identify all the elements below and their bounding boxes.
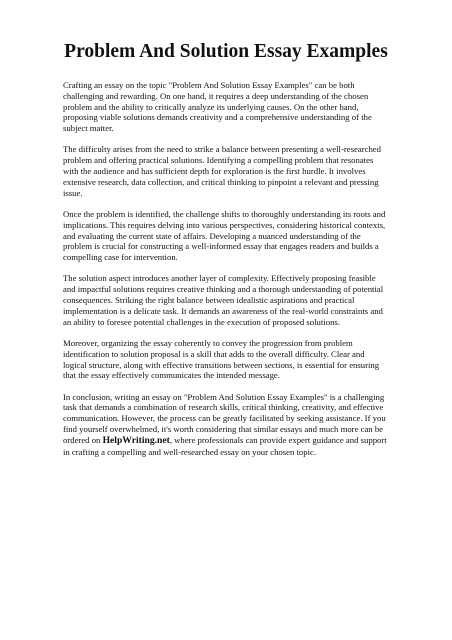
conclusion-text-end: , where professionals can provide expert guidance and support in crafting a compelling and well-researched essay on your chosen topic. bbox=[63, 434, 387, 457]
conclusion-text-start: In conclusion, writing an essay on "Problem And Solution Essay Examples" is a challenging task that demands a combination of research skills, critical thinking, creativity, and effective communication. However, the process can be greatly facilitated by seeking assistance. If you find yourself overwhelmed, it's worth considering that similar essays and much more can be ordered on bbox=[63, 391, 386, 445]
paragraph-conclusion bbox=[63, 392, 389, 458]
paragraph-intro: Crafting an essay on the topic "Problem And Solution Essay Examples" can be both challenging and rewarding. On one hand, it requires a deep understanding of the chosen problem and the ability to critically analyze its underlying causes. On the other hand, proposing viable solutions demands creativity and a comprehensive understanding of the subject matter. bbox=[63, 80, 372, 134]
document-title: Problem And Solution Essay Examples bbox=[64, 41, 388, 62]
paragraph-difficulty: The difficulty arises from the need to strike a balance between presenting a well-researched problem and offering practical solutions. Identifying a compelling problem that resonates with the audience and has sufficient depth for exploration is the first hurdle. It involves extensive research, data collection, and critical thinking to pinpoint a relevant and pressing issue. bbox=[63, 144, 382, 198]
helpwriting-link[interactable]: HelpWriting.net bbox=[102, 434, 170, 446]
paragraph-solution: The solution aspect introduces another layer of complexity. Effectively proposing feasible and impactful solutions requires creative thinking and a thorough understanding of potential consequences. Striking the right balance between idealistic aspirations and practical implementation is a delicate task. It demands an awareness of the real-world constraints and an ability to foresee potential challenges in the execution of proposed solutions. bbox=[63, 273, 384, 327]
paragraph-organization: Moreover, organizing the essay coherently to convey the progression from problem identification to solution proposal is a skill that adds to the overall difficulty. Clear and logical structure, along with effective transitions between sections, is essential for ensuring that the essay effectively communicates the intended message. bbox=[63, 337, 380, 381]
paragraph-problem: Once the problem is identified, the challenge shifts to thoroughly understanding its roots and implications. This requires delving into various perspectives, considering historical contexts, and evaluating the current state of affairs. Developing a nuanced understanding of the problem is crucial for constructing a well-informed essay that engages readers and builds a compelling case for intervention. bbox=[63, 208, 386, 263]
